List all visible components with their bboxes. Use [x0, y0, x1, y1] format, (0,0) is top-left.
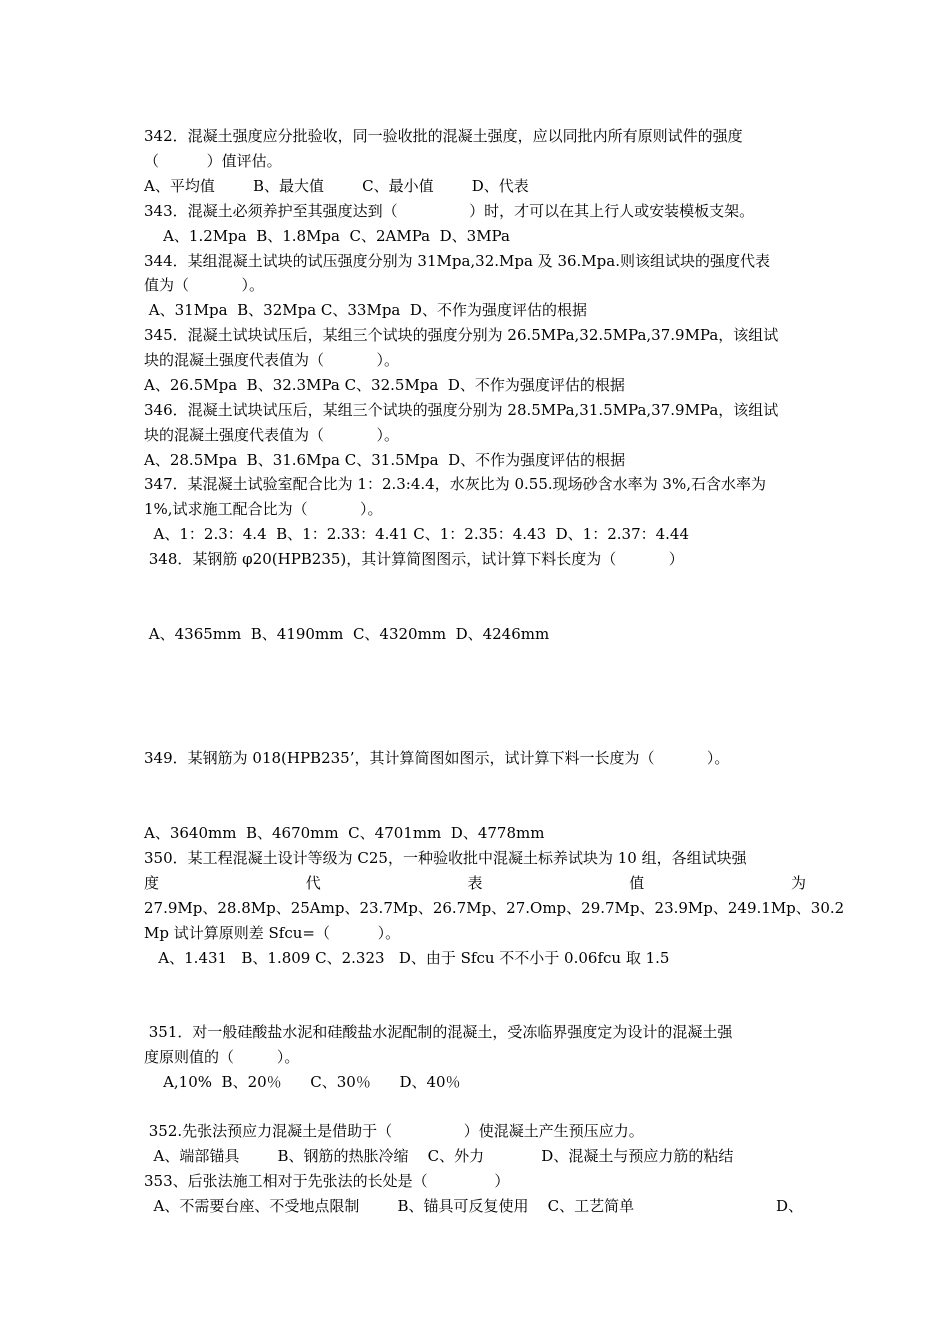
q345-line2: 块的混凝土强度代表值为（ ）。 [144, 351, 399, 369]
q343-options: A、1.2Mpa B、1.8Mpa C、2AMPa D、3MPa [144, 227, 510, 245]
q352-options: A、端部锚具 B、钢筋的热胀冷缩 C、外力 D、混凝土与预应力筋的粘结 [144, 1147, 734, 1165]
q351-line1: 351．对一般硅酸盐水泥和硅酸盐水泥配制的混凝土，受冻临界强度定为设计的混凝土强 [144, 1023, 733, 1041]
q352-line1: 352.先张法预应力混凝土是借助于（ ）使混凝土产生预压应力。 [144, 1122, 644, 1140]
q350-justified-line [144, 873, 806, 893]
q347-line1: 347．某混凝土试验室配合比为 1：2.3:4.4，水灰比为 0.55.现场砂含水率为 3%,石含水率为 [144, 475, 766, 493]
justified-word: 表 [467, 874, 483, 892]
q344-line1: 344．某组混凝土试块的试压强度分别为 31Mpa,32.Mpa 及 36.Mpa.则该组试块的强度代表 [144, 252, 770, 270]
q350-values: 27.9Mp、28.8Mp、25Amp、23.7Mp、26.7Mp、27.Omp、29.7Mp、23.9Mp、249.1Mp、30.2 [144, 899, 845, 917]
q345-options: A、26.5Mpa B、32.3MPa C、32.5Mpa D、不作为强度评估的根据 [144, 376, 625, 394]
q343-line1: 343．混凝土必须养护至其强度达到（ ）时，才可以在其上行人或安装模板支架。 [144, 202, 755, 220]
q348-line1: 348．某钢筋 φ20(HPB235)，其计算简图图示，试计算下料长度为（ ） [144, 550, 684, 568]
q353-line1: 353、后张法施工相对于先张法的长处是（ ） [144, 1172, 510, 1190]
justified-word: 度 [144, 874, 160, 892]
justified-word: 为 [790, 874, 806, 892]
justified-word: 代 [305, 874, 321, 892]
justified-word: 值 [629, 874, 645, 892]
q347-options: A、1：2.3：4.4 B、1：2.33：4.41 C、1：2.35：4.43 D、1：2.37：4.44 [144, 525, 690, 543]
q346-line2: 块的混凝土强度代表值为（ ）。 [144, 426, 399, 444]
q348-options: A、4365mm B、4190mm C、4320mm D、4246mm [144, 625, 550, 643]
q342-line1: 342．混凝土强度应分批验收，同一验收批的混凝土强度，应以同批内所有原则试件的强度 [144, 127, 743, 145]
q345-line1: 345．混凝土试块试压后，某组三个试块的强度分别为 26.5MPa,32.5MPa,37.9MPa，该组试 [144, 326, 779, 344]
q342-line2: （ ）值评估。 [144, 152, 282, 170]
q346-options: A、28.5Mpa B、31.6Mpa C、31.5Mpa D、不作为强度评估的根据 [144, 451, 626, 469]
q346-line1: 346．混凝土试块试压后，某组三个试块的强度分别为 28.5MPa,31.5MPa,37.9MPa，该组试 [144, 401, 779, 419]
q349-line1: 349．某钢筋为 018(HPB235’，其计算简图如图示，试计算下料一长度为（ ）。 [144, 749, 730, 767]
q344-line2: 值为（ ）。 [144, 276, 264, 294]
q344-options: A、31Mpa B、32Mpa C、33Mpa D、不作为强度评估的根据 [144, 301, 587, 319]
q353-options: A、不需要台座、不受地点限制 B、锚具可反复使用 C、工艺简单 [144, 1197, 635, 1215]
q353-option-d: D、 [776, 1197, 804, 1215]
q350-options: A、1.431 B、1.809 C、2.323 D、由于 Sfcu 不不小于 0.06fcu 取 1.5 [144, 949, 670, 967]
q347-line2: 1%,试求施工配合比为（ ）。 [144, 500, 383, 518]
q350-line3: Mp 试计算原则差 Sfcu=（ ）。 [144, 924, 401, 942]
q342-options: A、平均值 B、最大值 C、最小值 D、代表 [144, 177, 529, 195]
q350-line1: 350．某工程混凝土设计等级为 C25，一种验收批中混凝土标养试块为 10 组，各组试块强 [144, 849, 747, 867]
q351-options: A,10% B、20％ C、30％ D、40％ [144, 1073, 461, 1091]
q351-line2: 度原则值的（ ）。 [144, 1048, 300, 1066]
q349-options: A、3640mm B、4670mm C、4701mm D、4778mm [144, 824, 545, 842]
